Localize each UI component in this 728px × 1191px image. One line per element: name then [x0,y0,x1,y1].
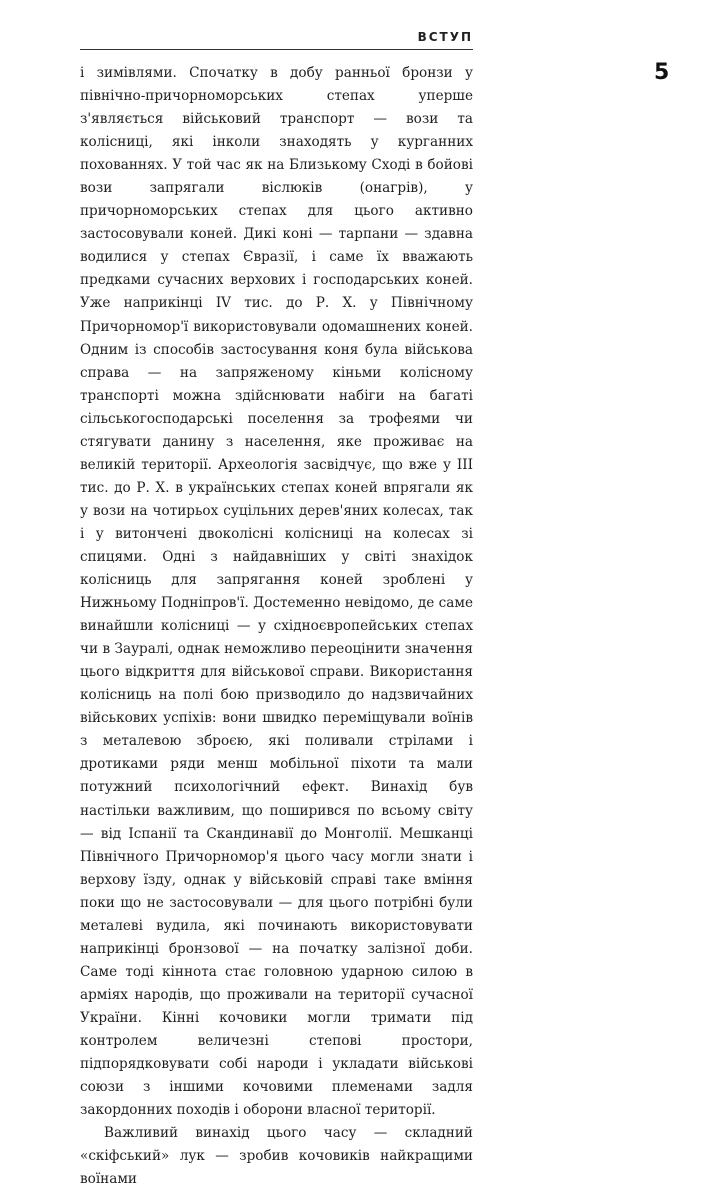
header-rule [80,49,473,50]
paragraph-continued: і зимівлями. Спочатку в добу ранньої бронзи у північно-причорноморських степах уперше з'являється військовий транспорт — вози та колісниці, які інколи знаходять у курганних похованнях. У той час як на Близькому Сході в бойові вози запрягали віслюків (онагрів), у причорноморських степах для цього активно застосовували коней. Дикі коні — тарпани — здавна водилися у степах Євразії, і саме їх вважають предками сучасних верхових і господарських коней. Уже наприкінці IV тис. до Р. Х. у Північному Причорномор'ї використовували одомашнених коней. Одним із способів застосування коня була військова справа — на запряженому кіньми колісному транспорті можна здійснювати набіги на багаті сільськогосподарські поселення за трофеями чи стягувати данину з населення, яке проживає на великій території. Археологія засвідчує, що вже у III тис. до Р. Х. в українських степах коней впрягали як у вози на чотирьох суцільних дерев'яних колесах, так і у витончені двоколісні колісниці на колесах зі спицями. Одні з найдавніших у світі знахідок колісниць для запрягання коней зроблені у Нижньому Подніпров'ї. Достеменно невідомо, де саме винайшли колісниці — у східноєвропейських степах чи в Зауралі, однак неможливо переоцінити значення цього відкриття для військової справи. Використання колісниць на полі бою призводило до надзвичайних військових успіхів: вони швидко переміщували воїнів з металевою зброєю, які поливали стрілами і дротиками ряди менш мобільної піхоти та мали потужний психологічний ефект. Винахід був настільки важливим, що поширився по всьому світу — від Іспанії та Скандинавії до Монголії. Мешканці Північного Причорномор'я цього часу могли знати і верхову їзду, однак у військовій справі таке вміння поки що не застосовували — для цього потрібні були металеві вудила, які починають використовувати наприкінці бронзової — на початку залізної доби. Саме тоді кіннота стає головною ударною силою в арміях народів, що проживали на території сучасної України. Кінні кочовики могли тримати під контролем величезні степові простори, підпорядковувати собі народи і укладати військові союзи з іншими кочовими племенами задля закордонних походів і оборони власної території. [80,65,473,1119]
running-header: ВСТУП [417,30,473,44]
page-number: 5 [654,60,670,85]
body-text [80,62,473,1191]
paragraph: Важливий винахід цього часу — складний «скіфський» лук — зробив кочовиків найкращими воїнами [80,1125,473,1188]
